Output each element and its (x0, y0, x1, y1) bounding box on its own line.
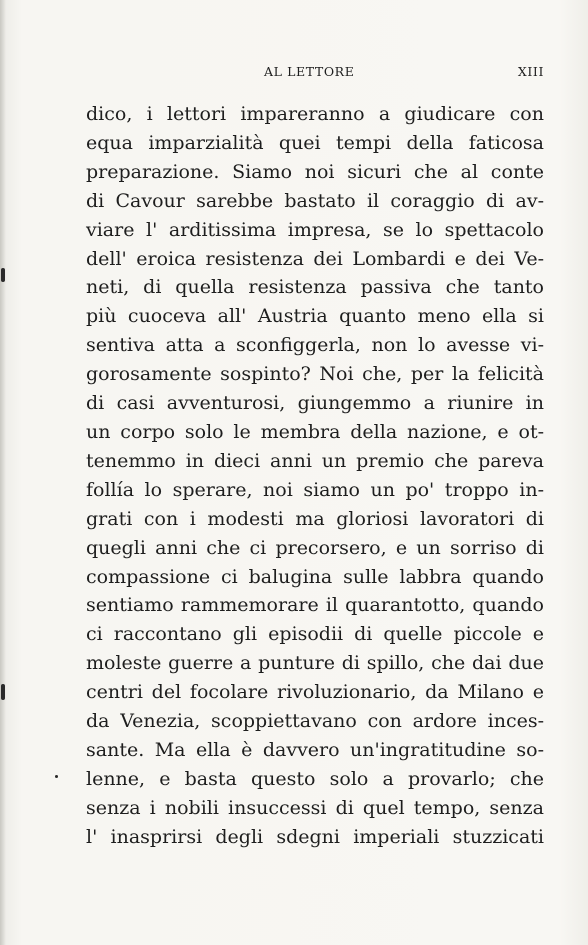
text-line: un corpo solo le membra della nazione, e ot- (86, 420, 544, 443)
text-line: grati con i modesti ma gloriosi lavoratori di (86, 507, 544, 530)
text-line: da Venezia, scoppiettavano con ardore inces- (86, 710, 544, 733)
text-line: sentiamo rammemorare il quarantotto, quando (86, 594, 544, 617)
text-line: tenemmo in dieci anni un premio che pareva (86, 449, 544, 472)
text-line: di Cavour sarebbe bastato il coraggio di av- (86, 189, 544, 212)
text-line: preparazione. Siamo noi sicuri che al conte (86, 160, 544, 183)
text-line: viare l' arditissima impresa, se lo spettacolo (86, 218, 544, 241)
running-head: AL LETTORE (264, 64, 355, 79)
body-text (86, 100, 544, 852)
text-line: ci raccontano gli episodii di quelle piccole e (86, 623, 544, 646)
text-line: quegli anni che ci precorsero, e un sorriso di (86, 536, 544, 559)
page-header (86, 64, 544, 86)
text-line: dell' eroica resistenza dei Lombardi e dei Ve- (86, 247, 544, 270)
page-number: XIII (517, 64, 544, 79)
text-line: neti, di quella resistenza passiva che tanto (86, 276, 544, 299)
text-line: equa imparzialità quei tempi della faticosa (86, 131, 544, 154)
text-line: l' inasprirsi degli sdegni imperiali stuzzicati (86, 825, 544, 848)
text-line: dico, i lettori impareranno a giudicare con (86, 103, 544, 125)
margin-ink-mark (1, 684, 5, 700)
text-line: sante. Ma ella è davvero un'ingratitudine so- (86, 738, 544, 761)
text-line: lenne, e basta questo solo a provarlo; che (86, 767, 544, 790)
text-line: sentiva atta a sconfiggerla, non lo avesse vi- (86, 334, 544, 357)
text-line: follía lo sperare, noi siamo un po' troppo in- (86, 478, 544, 501)
text-line: compassione ci balugina sulle labbra quando (86, 565, 544, 588)
page-binding-shadow (0, 0, 6, 945)
text-line: gorosamente sospinto? Noi che, per la felicità (86, 363, 544, 386)
text-line: più cuoceva all' Austria quanto meno ella si (86, 305, 544, 328)
text-line: senza i nobili insuccessi di quel tempo, senza (86, 796, 544, 819)
margin-ink-mark (55, 775, 58, 778)
margin-ink-mark (1, 268, 5, 282)
text-line: di casi avventurosi, giungemmo a riunire in (86, 392, 544, 415)
text-line: moleste guerre a punture di spillo, che dai due (86, 652, 544, 675)
text-line: centri del focolare rivoluzionario, da Milano e (86, 681, 544, 704)
